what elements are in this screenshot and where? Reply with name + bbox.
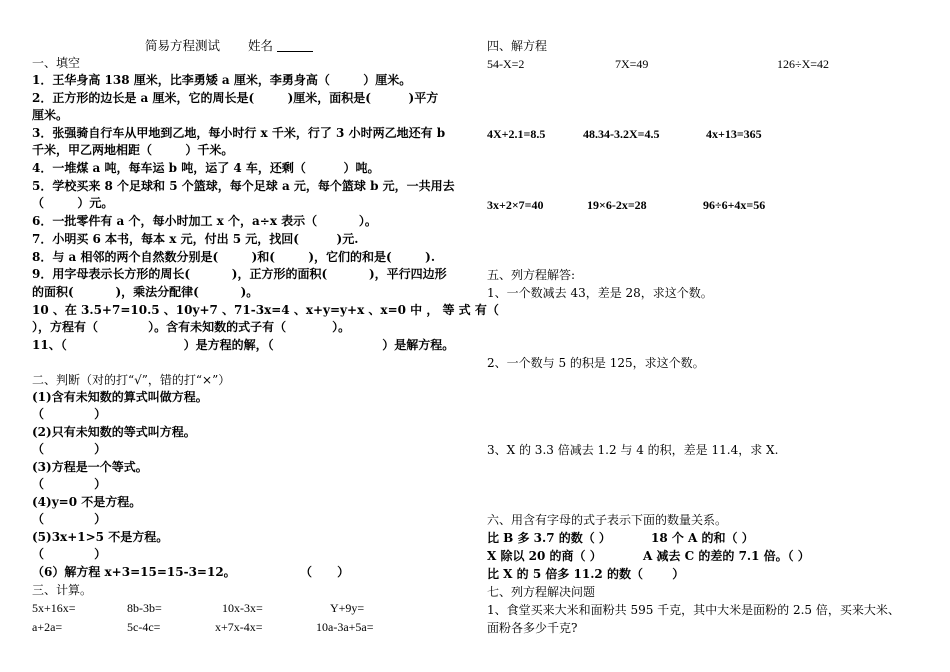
problem-7-1-line2: 面粉各多少千克? [487,621,578,635]
judge-paren-4[interactable]: （ ） [32,512,107,526]
expr-item: 比 B 多 3.7 的数（ ） [487,531,611,545]
equation-item: 54-X=2 [487,57,525,71]
expr-item: 18 个 A 的和（ ） [651,531,754,545]
word-problem-2: 2、一个数与 5 的积是 125，求这个数。 [487,356,705,370]
section1-heading: 一、填空 [32,56,81,70]
equation-item: 48.34-3.2X=4.5 [583,127,660,141]
q11: 11、（ ）是方程的解，（ ）是解方程。 [32,338,455,352]
calc-item: x+7x-4x= [215,620,263,634]
word-problem-1: 1、一个数减去 43，差是 28，求这个数。 [487,286,713,300]
calc-item: 5x+16x= [32,601,76,615]
equation-item: 4x+13=365 [706,127,762,141]
judge-paren-2[interactable]: （ ） [32,442,107,456]
section5-heading: 五、列方程解答: [487,268,576,282]
judge-item-3: (3)方程是一个等式。 [32,460,148,474]
q9-line1: 9．用字母表示长方形的周长( )，正方形的面积( )，平行四边形 [32,267,447,281]
q6: 6．一批零件有 a 个，每小时加工 x 个，a÷x 表示（ ）。 [32,214,377,228]
judge-item-1: (1)含有未知数的算式叫做方程。 [32,390,208,404]
equation-item: 19×6-2x=28 [587,198,647,212]
q5-line2: （ ）元。 [32,196,114,210]
judge-item-5: (5)3x+1>5 不是方程。 [32,530,169,544]
q10-line1: 10 、在 3.5+7=10.5 、10y+7 、71-3x=4 、x+y=y+x 、x=0 中 ， 等 式 有（ [32,303,499,317]
q4: 4．一堆煤 a 吨，每车运 b 吨，运了 4 车，还剩（ ）吨。 [32,161,380,175]
q2-line2: 厘米。 [32,108,69,122]
calc-item: 5c-4c= [127,620,161,634]
q5-line1: 5．学校买来 8 个足球和 5 个篮球，每个足球 a 元，每个篮球 b 元，一共用去 [32,179,455,193]
judge-item-4: (4)y=0 不是方程。 [32,495,142,509]
section4-heading: 四、解方程 [487,39,548,53]
judge-item-2: (2)只有未知数的等式叫方程。 [32,425,196,439]
section6-heading: 六、用含有字母的式子表示下面的数量关系。 [487,513,728,527]
word-problem-3: 3、X 的 3.3 倍减去 1.2 与 4 的积，差是 11.4，求 X. [487,443,779,457]
problem-7-1-line1: 1、食堂买来大米和面粉共 595 千克，其中大米是面粉的 2.5 倍，买来大米、 [487,603,900,617]
q1: 1．王华身高 138 厘米，比李勇矮 a 厘米，李勇身高（ ）厘米。 [32,73,412,87]
section7-heading: 七、列方程解决问题 [487,585,596,599]
equation-item: 126÷X=42 [777,57,830,71]
judge-paren-6[interactable]: （ ） [300,565,350,579]
name-blank[interactable] [277,39,313,52]
calc-item: Y+9y= [330,601,365,615]
expr-item: A 减去 C 的差的 7.1 倍。（ ） [643,549,810,563]
q9-line2: 的面积( )，乘法分配律( )。 [32,285,259,299]
section3-heading: 三、计算。 [32,583,93,597]
q3-line1: 3．张强骑自行车从甲地到乙地，每小时行 x 千米，行了 3 小时两乙地还有 b [32,126,446,140]
equation-item: 3x+2×7=40 [487,198,544,212]
section2-heading: 二、判断（对的打“√”，错的打“×”） [32,373,231,387]
q8: 8．与 a 相邻的两个自然数分别是( )和( )，它们的和是( ). [32,250,435,264]
equation-item: 4X+2.1=8.5 [487,127,546,141]
expr-item: X 除以 20 的商（ ） [487,549,602,563]
calc-item: 10a-3a+5a= [316,620,374,634]
q2-line1: 2．正方形的边长是 a 厘米，它的周长是( )厘米，面积是( )平方 [32,91,439,105]
expr-row-3: 比 X 的 5 倍多 11.2 的数（ ） [487,567,685,581]
equation-item: 7X=49 [615,57,649,71]
q3-line2: 千米，甲乙两地相距（ ）千米。 [32,143,234,157]
calc-item: a+2a= [32,620,63,634]
calc-item: 10x-3x= [222,601,263,615]
test-title [145,38,313,54]
calc-item: 8b-3b= [127,601,162,615]
judge-paren-1[interactable]: （ ） [32,407,107,421]
test-title-text: 简易方程测试 [145,38,221,53]
q10-line2: ），方程有（ ）。含有未知数的式子有（ ）。 [32,320,351,334]
judge-paren-3[interactable]: （ ） [32,477,107,491]
q7: 7．小明买 6 本书，每本 x 元，付出 5 元，找回( )元. [32,232,359,246]
judge-paren-5[interactable]: （ ） [32,547,107,561]
judge-item-6: （6）解方程 x+3=15=15-3=12。 [32,565,236,579]
name-label: 姓名 [247,38,273,53]
equation-item: 96÷6+4x=56 [703,198,766,212]
